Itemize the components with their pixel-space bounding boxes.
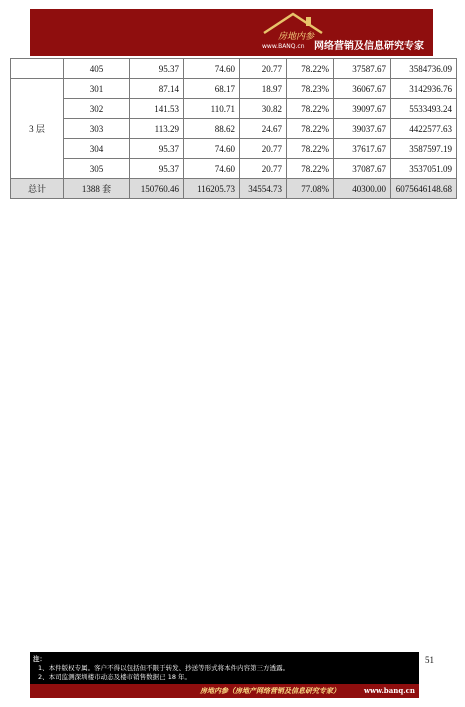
area-cell: 95.37 bbox=[130, 59, 184, 79]
room-cell: 302 bbox=[64, 99, 130, 119]
header-title: 网络营销及信息研究专家 bbox=[314, 41, 424, 52]
footer-url[interactable]: www.banq.cn bbox=[363, 686, 415, 695]
area-cell: 87.14 bbox=[130, 79, 184, 99]
header-url[interactable]: www.BANQ.cn bbox=[262, 43, 305, 50]
grand-total-cell: 6075646148.68 bbox=[391, 179, 457, 199]
price-cell: 37617.67 bbox=[334, 139, 391, 159]
total-ratio-cell: 77.08% bbox=[287, 179, 334, 199]
total-cell: 3537051.09 bbox=[391, 159, 457, 179]
area-cell: 110.71 bbox=[184, 99, 240, 119]
sales-data-table bbox=[10, 58, 457, 199]
total-cell: 5533493.24 bbox=[391, 99, 457, 119]
room-cell: 301 bbox=[64, 79, 130, 99]
ratio-cell: 78.22% bbox=[287, 159, 334, 179]
area-cell: 20.77 bbox=[240, 139, 287, 159]
room-cell: 304 bbox=[64, 139, 130, 159]
area-cell: 74.60 bbox=[184, 59, 240, 79]
area-cell: 113.29 bbox=[130, 119, 184, 139]
page-number: 51 bbox=[425, 655, 434, 665]
total-row bbox=[11, 179, 457, 199]
note-heading: 注： bbox=[33, 655, 46, 663]
footer-slogan: 房地内参（房地产网络营销及信息研究专家） bbox=[200, 686, 340, 695]
table-row bbox=[11, 79, 457, 99]
note-line-1: 1、本件版权专属。客户不得以包括但不限于转发、抄送等形式将本件内容第三方透露。 bbox=[38, 664, 290, 672]
area-cell: 24.67 bbox=[240, 119, 287, 139]
total-cell: 3587597.19 bbox=[391, 139, 457, 159]
area-cell: 20.77 bbox=[240, 159, 287, 179]
ratio-cell: 78.22% bbox=[287, 99, 334, 119]
room-cell: 405 bbox=[64, 59, 130, 79]
total-cell: 3142936.76 bbox=[391, 79, 457, 99]
ratio-cell: 78.22% bbox=[287, 119, 334, 139]
price-cell: 39097.67 bbox=[334, 99, 391, 119]
logo-text: 房地内参 bbox=[278, 32, 315, 42]
header-banner bbox=[30, 9, 433, 56]
area-cell: 141.53 bbox=[130, 99, 184, 119]
price-cell: 36067.67 bbox=[334, 79, 391, 99]
price-cell: 37087.67 bbox=[334, 159, 391, 179]
total-cell: 3584736.09 bbox=[391, 59, 457, 79]
floor-cell bbox=[11, 59, 64, 79]
total-label: 总计 bbox=[11, 179, 64, 199]
footer-notes bbox=[30, 652, 419, 685]
area-cell: 20.77 bbox=[240, 59, 287, 79]
ratio-cell: 78.23% bbox=[287, 79, 334, 99]
area-cell: 95.37 bbox=[130, 139, 184, 159]
table-row bbox=[11, 159, 457, 179]
area-cell: 74.60 bbox=[184, 159, 240, 179]
table-row bbox=[11, 119, 457, 139]
area-cell: 88.62 bbox=[184, 119, 240, 139]
area-cell: 18.97 bbox=[240, 79, 287, 99]
total-area-cell: 116205.73 bbox=[184, 179, 240, 199]
area-cell: 74.60 bbox=[184, 139, 240, 159]
ratio-cell: 78.22% bbox=[287, 59, 334, 79]
table-row bbox=[11, 139, 457, 159]
note-line-2: 2、本司监测深圳楼市动态及楼市销售数据已 18 年。 bbox=[38, 673, 192, 681]
table-row bbox=[11, 99, 457, 119]
total-cell: 4422577.63 bbox=[391, 119, 457, 139]
room-cell: 305 bbox=[64, 159, 130, 179]
area-cell: 95.37 bbox=[130, 159, 184, 179]
ratio-cell: 78.22% bbox=[287, 139, 334, 159]
area-cell: 68.17 bbox=[184, 79, 240, 99]
floor-cell: 3 层 bbox=[11, 79, 64, 179]
total-units: 1388 套 bbox=[64, 179, 130, 199]
total-area-cell: 150760.46 bbox=[130, 179, 184, 199]
total-price-cell: 40300.00 bbox=[334, 179, 391, 199]
total-area-cell: 34554.73 bbox=[240, 179, 287, 199]
table-row bbox=[11, 59, 457, 79]
room-cell: 303 bbox=[64, 119, 130, 139]
price-cell: 37587.67 bbox=[334, 59, 391, 79]
price-cell: 39037.67 bbox=[334, 119, 391, 139]
footer-bar bbox=[30, 684, 419, 698]
area-cell: 30.82 bbox=[240, 99, 287, 119]
